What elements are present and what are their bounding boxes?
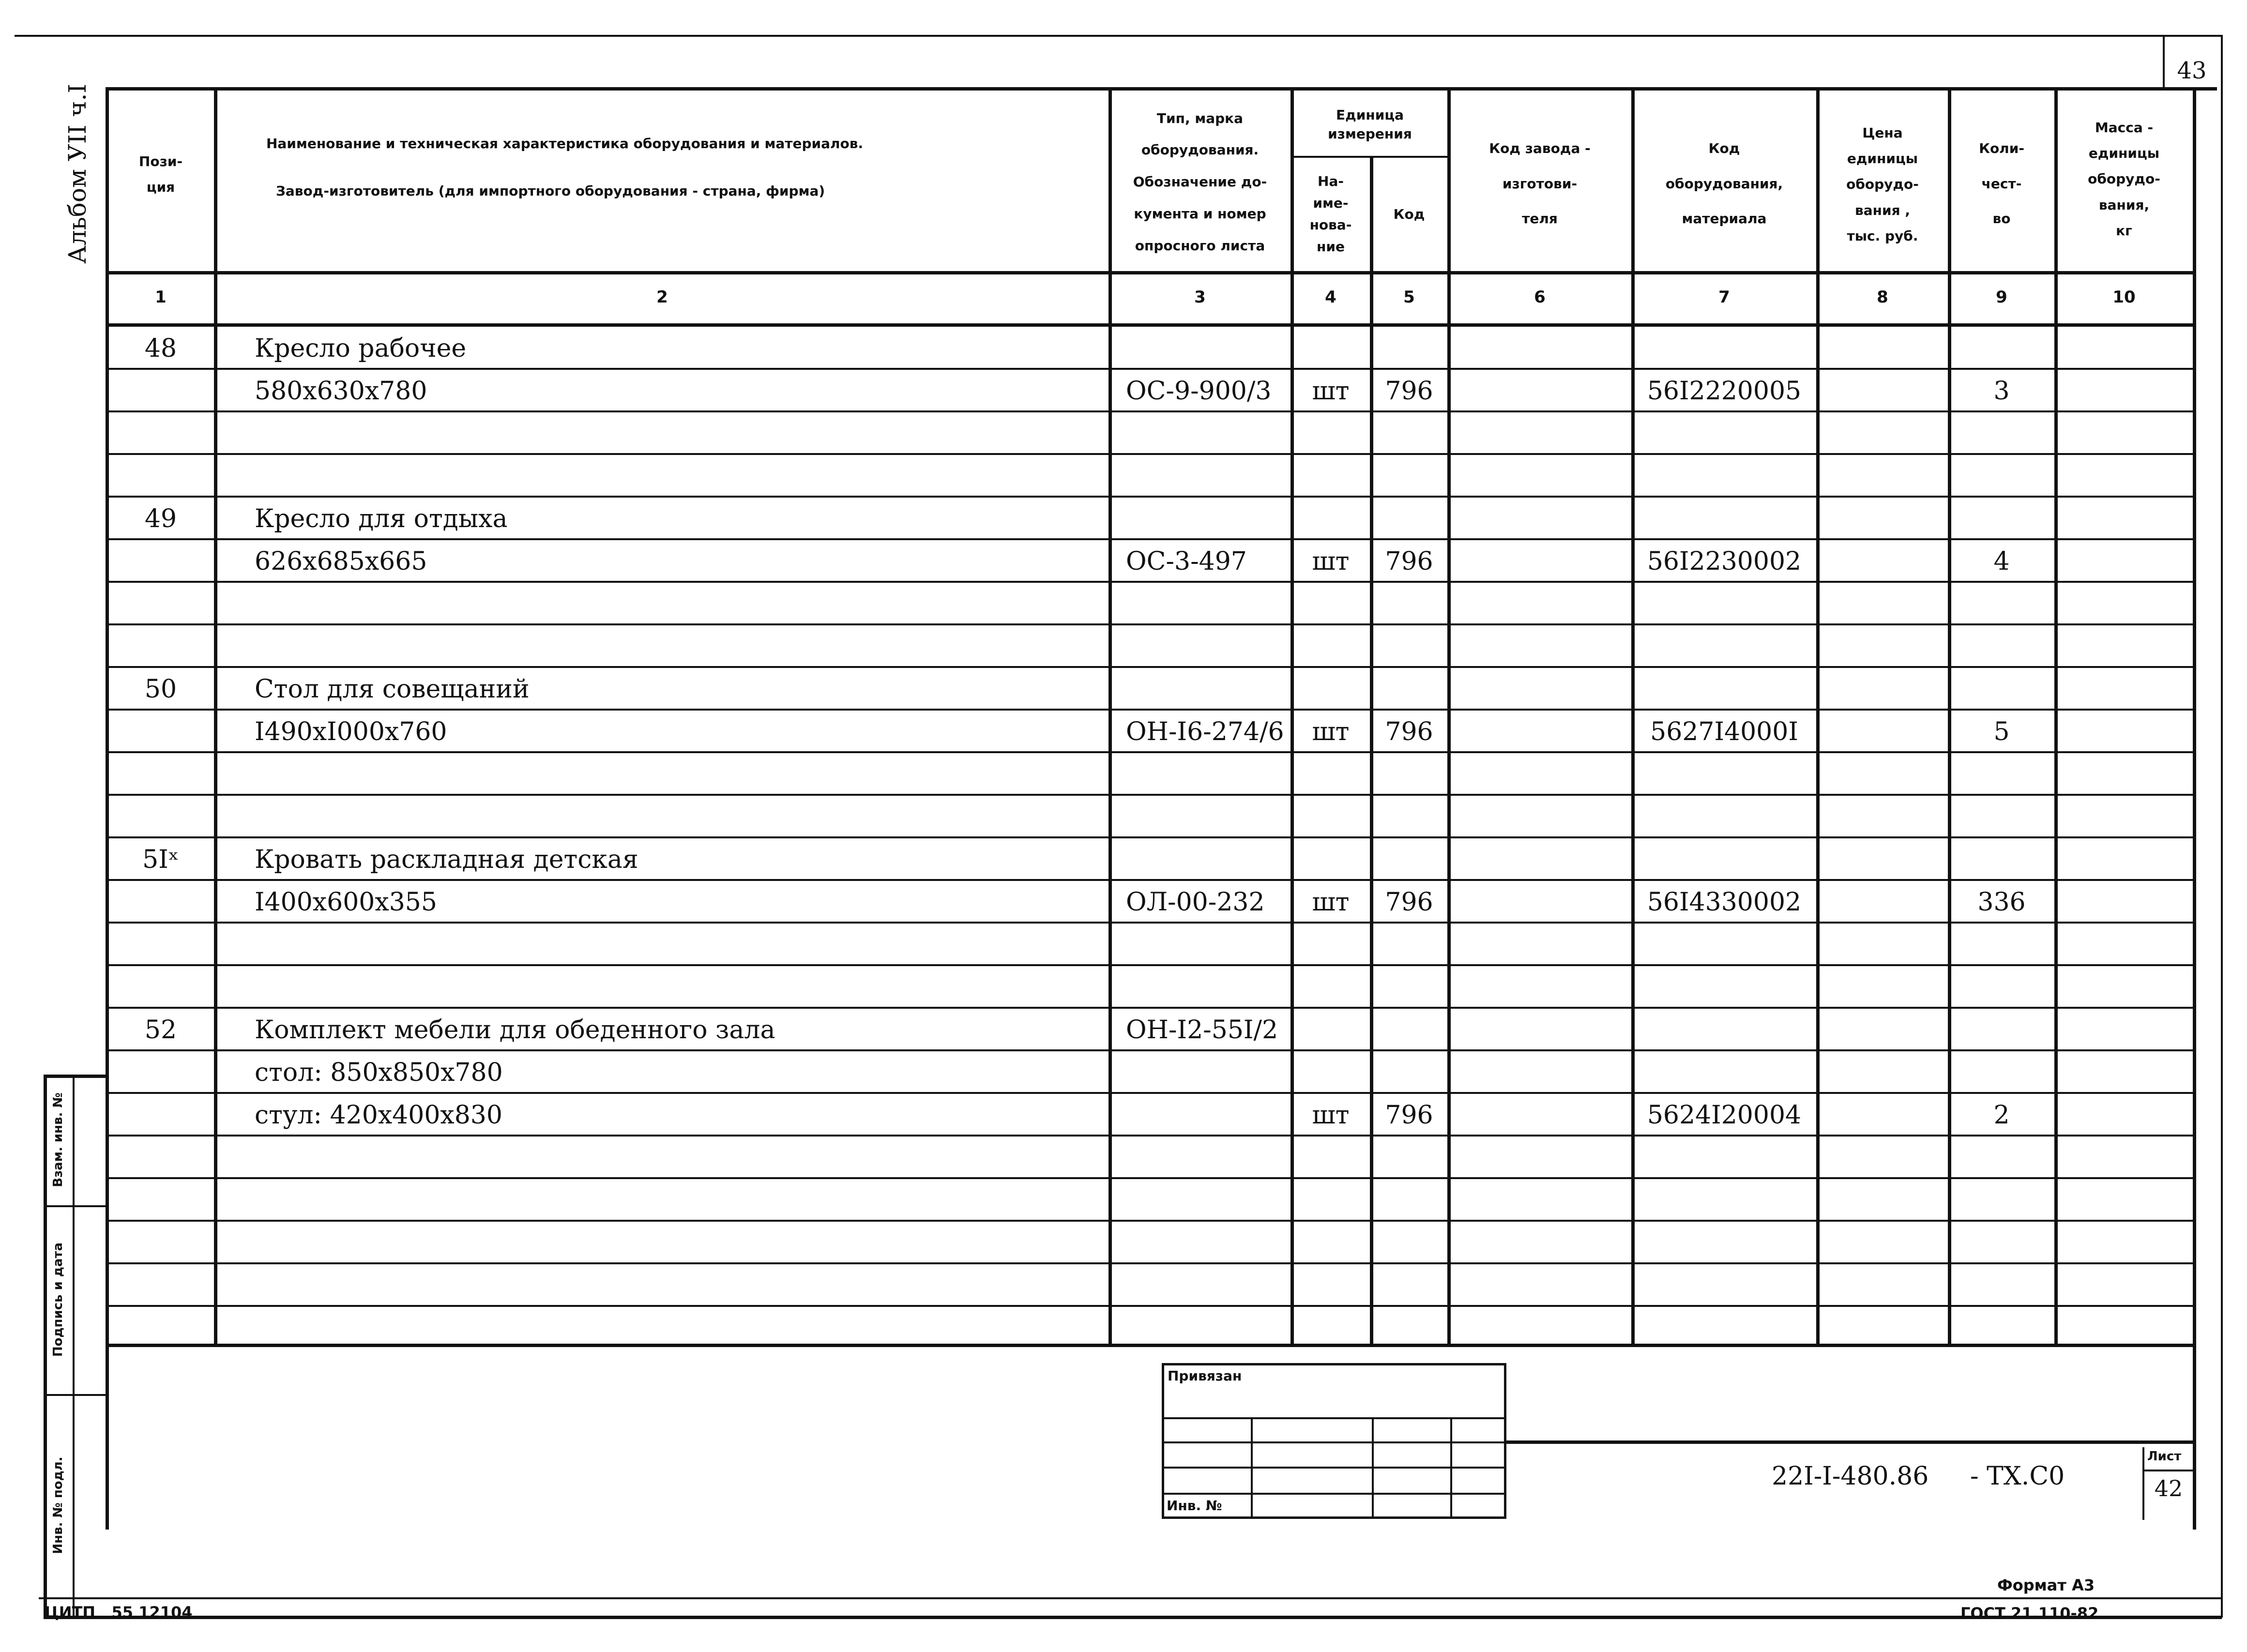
cell-unit-code: 796	[1385, 377, 1433, 406]
side-stamp-left-line	[44, 1075, 47, 1618]
cell-equipment-code: 56I2230002	[1647, 547, 1802, 576]
bottom-left-code: ЦИТП 55 12104	[45, 1603, 193, 1622]
colnum-2: 2	[656, 288, 668, 307]
col-line-5	[1447, 87, 1451, 1346]
col-line-9	[2054, 87, 2058, 1346]
cell-position: 5Iˣ	[142, 845, 179, 874]
header-col9: Коли- чест- во	[1979, 140, 2024, 227]
cell-name: I490хI000х760	[255, 717, 447, 746]
row-divider	[106, 879, 2194, 881]
list-label: Лист	[2147, 1449, 2182, 1464]
cell-name: стул: 420х400х830	[255, 1101, 502, 1130]
cell-name: 626х685х665	[255, 547, 427, 576]
cell-type: ОС-3-497	[1126, 547, 1247, 576]
album-label: Альбом УII ч.I	[63, 83, 91, 264]
side-stamp-vzam: Взам. инв. №	[51, 1092, 65, 1187]
row-divider	[106, 623, 2194, 625]
cell-quantity: 2	[1993, 1101, 2010, 1130]
row-divider	[106, 666, 2194, 668]
cell-unit-name: шт	[1312, 717, 1350, 746]
header-col5: Код	[1393, 206, 1425, 223]
table-body-bottom-line	[106, 1344, 2194, 1347]
sheet-number-box-left	[2163, 35, 2165, 88]
right-border-line	[2221, 35, 2223, 1618]
cell-unit-code: 796	[1385, 1101, 1433, 1130]
cell-unit-name: шт	[1312, 547, 1350, 576]
row-divider	[106, 538, 2194, 540]
cell-equipment-code: 5627I4000I	[1650, 717, 1798, 746]
row-divider	[106, 410, 2194, 412]
cell-position: 49	[144, 504, 177, 533]
header-bottom-line	[106, 271, 2194, 274]
header-col2	[218, 131, 1104, 227]
row-divider	[106, 1049, 2194, 1051]
footer-line	[39, 1597, 2222, 1599]
cell-quantity: 336	[1977, 888, 2026, 917]
side-stamp-divider-1	[44, 1205, 106, 1207]
row-divider	[106, 1092, 2194, 1094]
cell-name: Кресло для отдыха	[255, 504, 508, 533]
cell-name: Кровать раскладная детская	[255, 845, 638, 874]
col-line-3	[1291, 87, 1294, 1346]
cell-position: 50	[144, 675, 177, 704]
top-border-line	[15, 35, 2222, 37]
side-stamp-inv: Инв. № подл.	[51, 1456, 65, 1554]
col-line-4	[1370, 156, 1373, 1346]
header-col6: Код завода - изготови- теля	[1489, 140, 1591, 227]
cell-type: ОЛ-00-232	[1126, 888, 1265, 917]
cell-equipment-code: 56I2220005	[1647, 377, 1802, 406]
col-line-2	[1108, 87, 1112, 1346]
cell-quantity: 3	[1993, 377, 2010, 406]
bottom-border-line	[44, 1616, 2222, 1619]
number-row-bottom-line	[106, 323, 2194, 327]
gost-label: ГОСТ 21.110-82	[1960, 1604, 2099, 1622]
cell-type: ОН-I6-274/6	[1126, 717, 1284, 746]
privyazan-col-3	[1450, 1417, 1452, 1519]
list-box-left	[2142, 1447, 2144, 1520]
cell-name: Стол для совещаний	[255, 675, 530, 704]
row-divider	[106, 1007, 2194, 1009]
row-divider	[106, 581, 2194, 583]
cell-unit-name: шт	[1312, 377, 1350, 406]
cell-unit-name: шт	[1312, 888, 1350, 917]
row-divider	[106, 1177, 2194, 1179]
cell-equipment-code: 56I4330002	[1647, 888, 1802, 917]
cell-name: 580х630х780	[255, 377, 427, 406]
header-col4: На- име- нова- ние	[1309, 173, 1352, 255]
privyazan-row-1	[1162, 1417, 1506, 1419]
colnum-10: 10	[2112, 288, 2136, 307]
row-divider	[106, 964, 2194, 966]
cell-position: 48	[144, 334, 177, 363]
col-line-7	[1816, 87, 1820, 1346]
cell-equipment-code: 5624I20004	[1647, 1101, 1802, 1130]
header-col45-group: Единица измерения	[1328, 106, 1412, 142]
colnum-8: 8	[1877, 288, 1888, 307]
row-divider	[106, 496, 2194, 498]
cell-unit-code: 796	[1385, 888, 1433, 917]
header-col2-line1: Наименование и техническая характеристика оборудования и материалов.	[266, 136, 864, 152]
cell-name: Комплект мебели для обеденного зала	[255, 1015, 775, 1045]
cell-quantity: 4	[1993, 547, 2010, 576]
col-line-1	[214, 87, 217, 1346]
row-divider	[106, 368, 2194, 370]
colnum-4: 4	[1325, 288, 1336, 307]
row-divider	[106, 794, 2194, 796]
header-col3: Тип, марка оборудования. Обозначение до- кумента и номер опросного листа	[1133, 110, 1267, 254]
side-stamp-divider-2	[44, 1394, 106, 1396]
side-stamp-mid-line	[73, 1075, 75, 1618]
cell-position: 52	[144, 1015, 177, 1045]
privyazan-label: Привязан	[1168, 1368, 1242, 1384]
privyazan-row-2	[1162, 1441, 1506, 1443]
privyazan-row-4	[1162, 1493, 1506, 1495]
row-divider	[106, 1220, 2194, 1222]
cell-quantity: 5	[1993, 717, 2010, 746]
title-block-top-line	[1505, 1440, 2194, 1444]
doc-code: 22I-I-480.86	[1772, 1462, 1929, 1491]
row-divider	[106, 1262, 2194, 1264]
format-label: Формат А3	[1997, 1576, 2095, 1594]
list-box-divider	[2142, 1470, 2194, 1471]
privyazan-col-1	[1251, 1417, 1253, 1519]
colnum-5: 5	[1403, 288, 1415, 307]
inv-no-label: Инв. №	[1167, 1498, 1222, 1514]
table-right-line	[2193, 87, 2196, 1530]
sheet-number-top: 43	[2177, 57, 2207, 84]
colnum-6: 6	[1534, 288, 1546, 307]
privyazan-box	[1162, 1363, 1506, 1519]
header-col8: Цена единицы оборудо- вания , тыс. руб.	[1846, 125, 1919, 244]
colnum-3: 3	[1194, 288, 1206, 307]
colnum-9: 9	[1996, 288, 2007, 307]
row-divider	[106, 922, 2194, 924]
col-line-8	[1948, 87, 1951, 1346]
list-number: 42	[2154, 1475, 2183, 1501]
colnum-1: 1	[155, 288, 167, 307]
privyazan-col-2	[1372, 1417, 1374, 1519]
row-divider	[106, 453, 2194, 455]
cell-type: ОН-I2-55I/2	[1126, 1015, 1278, 1045]
row-divider	[106, 751, 2194, 753]
cell-unit-name: шт	[1312, 1101, 1350, 1130]
row-divider	[106, 836, 2194, 838]
header-col7: Код оборудования, материала	[1665, 140, 1783, 227]
cell-unit-code: 796	[1385, 717, 1433, 746]
table-left-line	[106, 87, 109, 1530]
header-col1: Пози- ция	[138, 153, 183, 195]
row-divider	[106, 709, 2194, 711]
header-col2-line2: Завод-изготовитель (для импортного оборудования - страна, фирма)	[276, 183, 825, 199]
privyazan-row-3	[1162, 1467, 1506, 1469]
side-stamp-podpis: Подпись и дата	[51, 1242, 65, 1357]
row-divider	[106, 1135, 2194, 1137]
row-divider	[106, 1305, 2194, 1307]
doc-suffix: - ТХ.С0	[1970, 1462, 2065, 1491]
cell-type: ОС-9-900/3	[1126, 377, 1272, 406]
header-col10: Масса - единицы оборудо- вания, кг	[2088, 120, 2160, 239]
table-top-line	[106, 87, 2217, 91]
cell-name: стол: 850х850х780	[255, 1058, 503, 1087]
cell-unit-code: 796	[1385, 547, 1433, 576]
cell-name: Кресло рабочее	[255, 334, 467, 363]
col-line-6	[1631, 87, 1635, 1346]
colnum-7: 7	[1718, 288, 1730, 307]
cell-name: I400х600х355	[255, 888, 437, 917]
